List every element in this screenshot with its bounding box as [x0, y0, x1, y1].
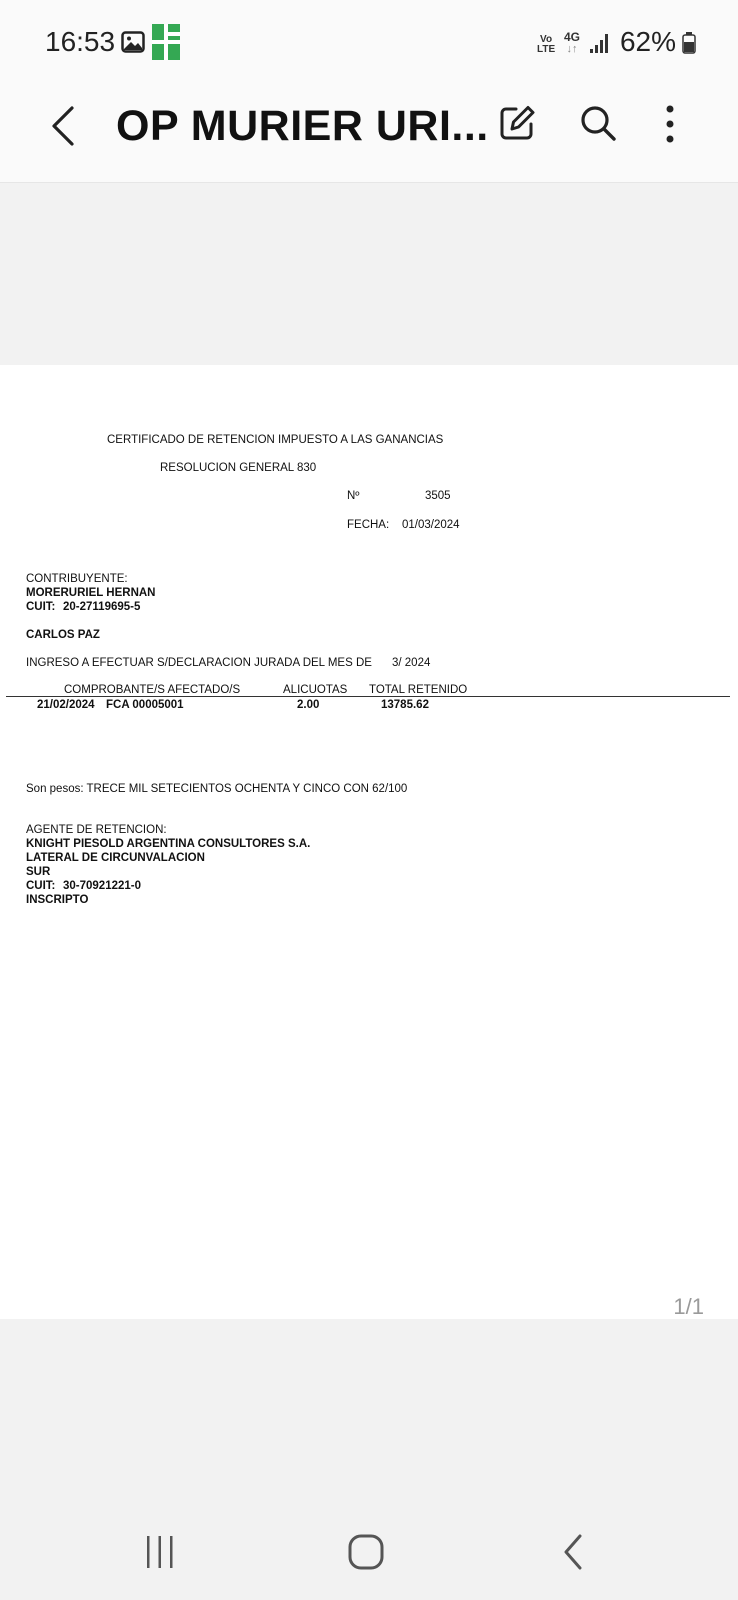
battery-percent: 62%	[619, 26, 676, 57]
date-value: 01/03/2024	[402, 519, 460, 531]
app-bar	[0, 84, 738, 183]
volte-indicator: Vo LTE	[537, 34, 556, 55]
agent-cuit: 30-70921221-0	[63, 880, 142, 892]
gallery-notification-icon	[121, 31, 145, 53]
back-icon[interactable]	[48, 104, 78, 148]
table-header-rate: ALICUOTAS	[283, 684, 348, 696]
taxpayer-label: CONTRIBUYENTE:	[26, 573, 128, 585]
document-title: OP MURIER URI...	[116, 102, 489, 150]
agent-area: SUR	[26, 866, 51, 878]
status-bar	[0, 0, 738, 84]
home-icon[interactable]	[348, 1534, 384, 1570]
edit-icon[interactable]	[497, 103, 537, 143]
agent-address: LATERAL DE CIRCUNVALACION	[26, 852, 205, 864]
agent-cuit-label: CUIT:	[26, 880, 56, 892]
table-row-date: 21/02/2024	[37, 699, 95, 711]
signal-icon	[590, 33, 610, 53]
search-icon[interactable]	[578, 103, 618, 143]
certificate-heading: CERTIFICADO DE RETENCION IMPUESTO A LAS GANANCIAS	[107, 434, 444, 446]
amount-in-words: Son pesos: TRECE MIL SETECIENTOS OCHENTA Y CINCO CON 62/100	[26, 783, 408, 795]
income-line: INGRESO A EFECTUAR S/DECLARACION JURADA DEL MES DE	[26, 657, 372, 669]
table-header-voucher: COMPROBANTE/S AFECTADO/S	[64, 684, 241, 696]
sheets-app-icon	[152, 24, 180, 60]
number-value: 3505	[425, 490, 451, 502]
network-type-indicator: 4G ↓↑	[564, 30, 581, 55]
recent-apps-icon[interactable]	[145, 1535, 175, 1569]
income-period: 3/ 2024	[392, 657, 431, 669]
table-row-rate: 2.00	[297, 699, 320, 711]
agent-status: INSCRIPTO	[26, 894, 89, 906]
date-label: FECHA:	[347, 519, 390, 531]
nav-back-icon[interactable]	[562, 1534, 584, 1570]
taxpayer-name: MORERURIEL HERNAN	[26, 587, 156, 599]
taxpayer-cuit: 20-27119695-5	[63, 601, 141, 613]
table-header-total: TOTAL RETENIDO	[369, 684, 468, 696]
table-divider	[6, 696, 730, 697]
status-time: 16:53	[45, 26, 116, 57]
battery-icon	[682, 32, 696, 54]
taxpayer-city: CARLOS PAZ	[26, 629, 100, 641]
taxpayer-cuit-label: CUIT:	[26, 601, 56, 613]
resolution-text: RESOLUCION GENERAL 830	[160, 462, 317, 474]
agent-name: KNIGHT PIESOLD ARGENTINA CONSULTORES S.A.	[26, 838, 311, 850]
navigation-bar	[0, 1510, 738, 1600]
more-options-icon[interactable]	[664, 104, 676, 144]
table-row-voucher: FCA 00005001	[106, 699, 184, 711]
page-indicator: 1/1	[673, 1294, 704, 1319]
agent-label: AGENTE DE RETENCION:	[26, 824, 167, 836]
number-label: Nº	[347, 490, 360, 502]
table-row-total: 13785.62	[381, 699, 429, 711]
